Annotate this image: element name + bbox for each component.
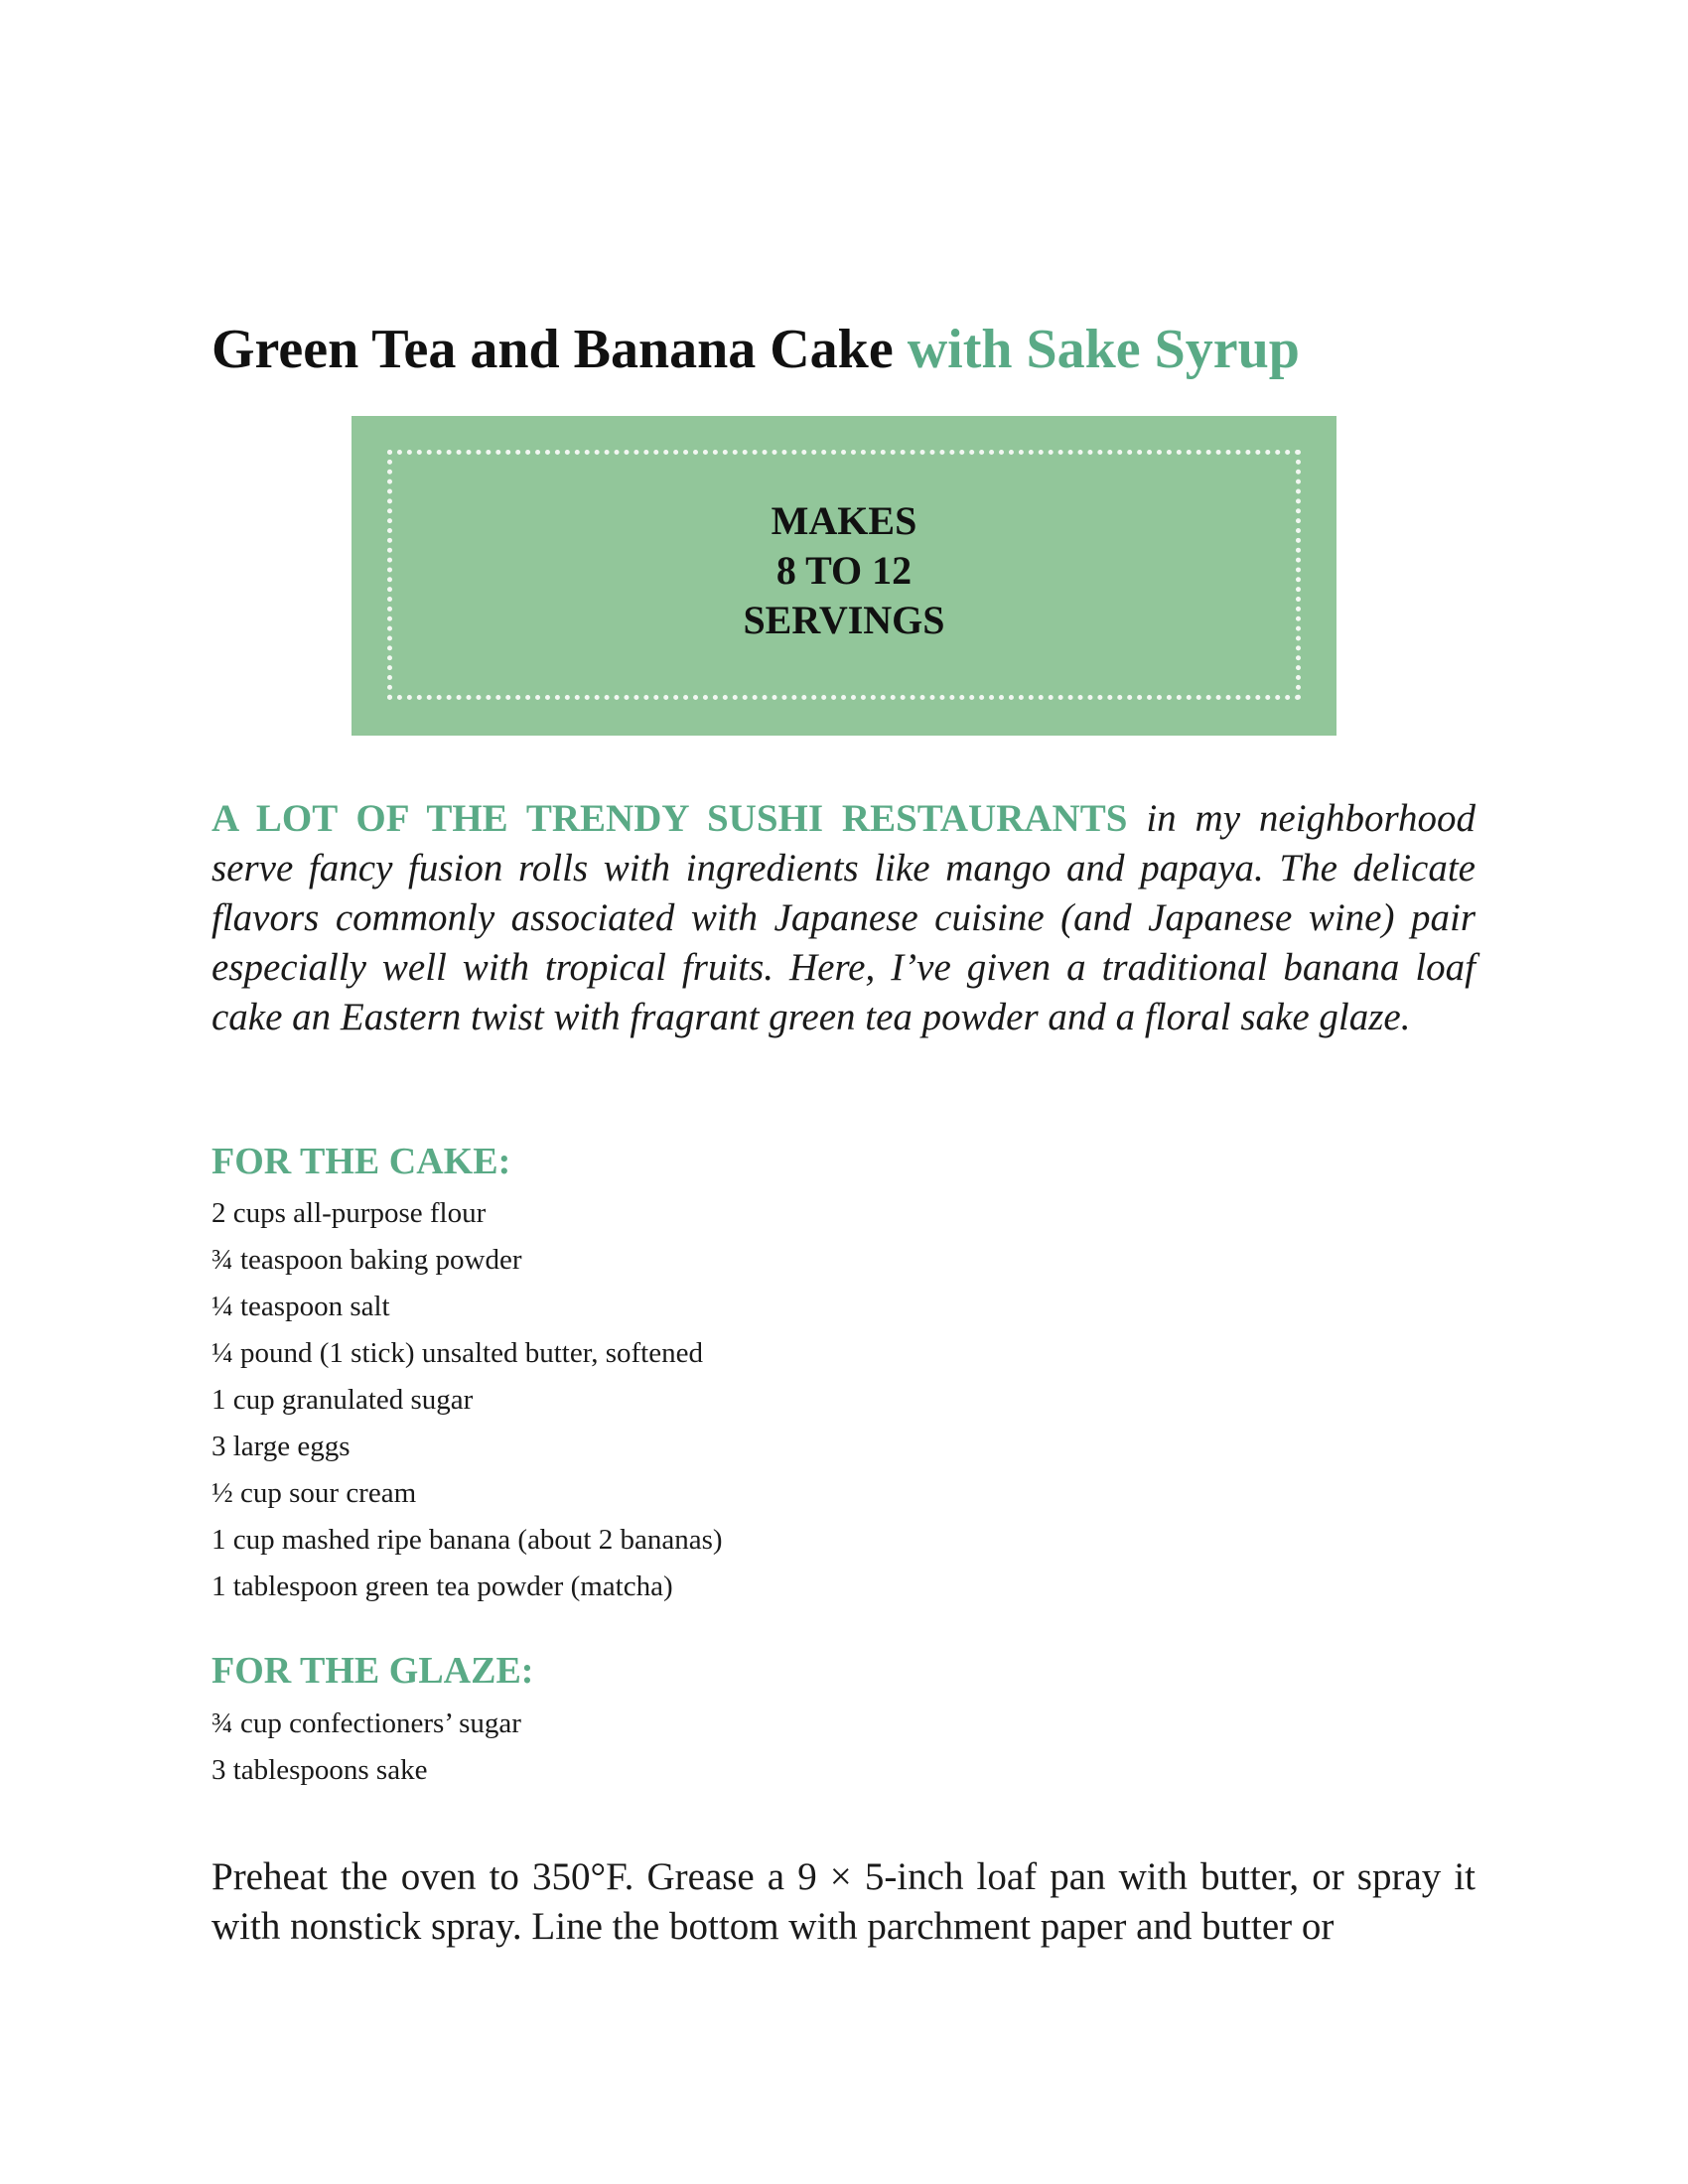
- servings-line-count: 8 TO 12: [775, 548, 913, 593]
- servings-text: [743, 496, 944, 645]
- recipe-title-main: Green Tea and Banana Cake: [211, 319, 894, 380]
- ingredient-item: ¼ pound (1 stick) unsalted butter, softened: [211, 1337, 703, 1369]
- cake-ingredients-list: [211, 1190, 723, 1610]
- servings-line-makes: MAKES: [771, 498, 917, 543]
- instructions-paragraph: Preheat the oven to 350°F. Grease a 9 × 5-inch loaf pan with butter, or spray it with nonstick spray. Line the bottom with parchment paper and butter or: [211, 1855, 1476, 1948]
- servings-box: [352, 416, 1336, 736]
- ingredient-item: 1 tablespoon green tea powder (matcha): [211, 1570, 673, 1602]
- cake-heading: FOR THE CAKE:: [211, 1141, 511, 1182]
- servings-dotted-frame: [387, 450, 1301, 700]
- ingredient-item: ¼ teaspoon salt: [211, 1291, 390, 1322]
- ingredient-item: ¾ cup confectioners’ sugar: [211, 1707, 521, 1739]
- ingredient-item: 1 cup granulated sugar: [211, 1384, 474, 1416]
- recipe-title: [211, 314, 1300, 385]
- intro-body: in my neighborhood serve fancy fusion rolls with ingredients like mango and papaya. The delicate flavors commonly associated with Japanese cuisine (and Japanese wine) pair especially well with tropical fruits. Here, I’ve given a traditional banana loaf cake an Eastern twist with fragrant green tea powder and a floral sake glaze.: [211, 797, 1477, 1038]
- ingredient-item: ¾ teaspoon baking powder: [211, 1244, 522, 1276]
- glaze-heading: FOR THE GLAZE:: [211, 1650, 534, 1692]
- ingredient-item: 3 tablespoons sake: [211, 1754, 428, 1786]
- ingredient-item: 3 large eggs: [211, 1431, 351, 1462]
- recipe-title-accent: with Sake Syrup: [907, 319, 1300, 380]
- glaze-ingredients-list: [211, 1701, 521, 1794]
- ingredient-item: 2 cups all-purpose flour: [211, 1197, 487, 1229]
- servings-line-label: SERVINGS: [743, 598, 945, 642]
- intro-paragraph: [211, 794, 1476, 1042]
- ingredient-item: ½ cup sour cream: [211, 1477, 417, 1509]
- intro-lead: A LOT OF THE TRENDY SUSHI RESTAURANTS: [211, 797, 1128, 840]
- ingredient-item: 1 cup mashed ripe banana (about 2 bananas): [211, 1524, 723, 1556]
